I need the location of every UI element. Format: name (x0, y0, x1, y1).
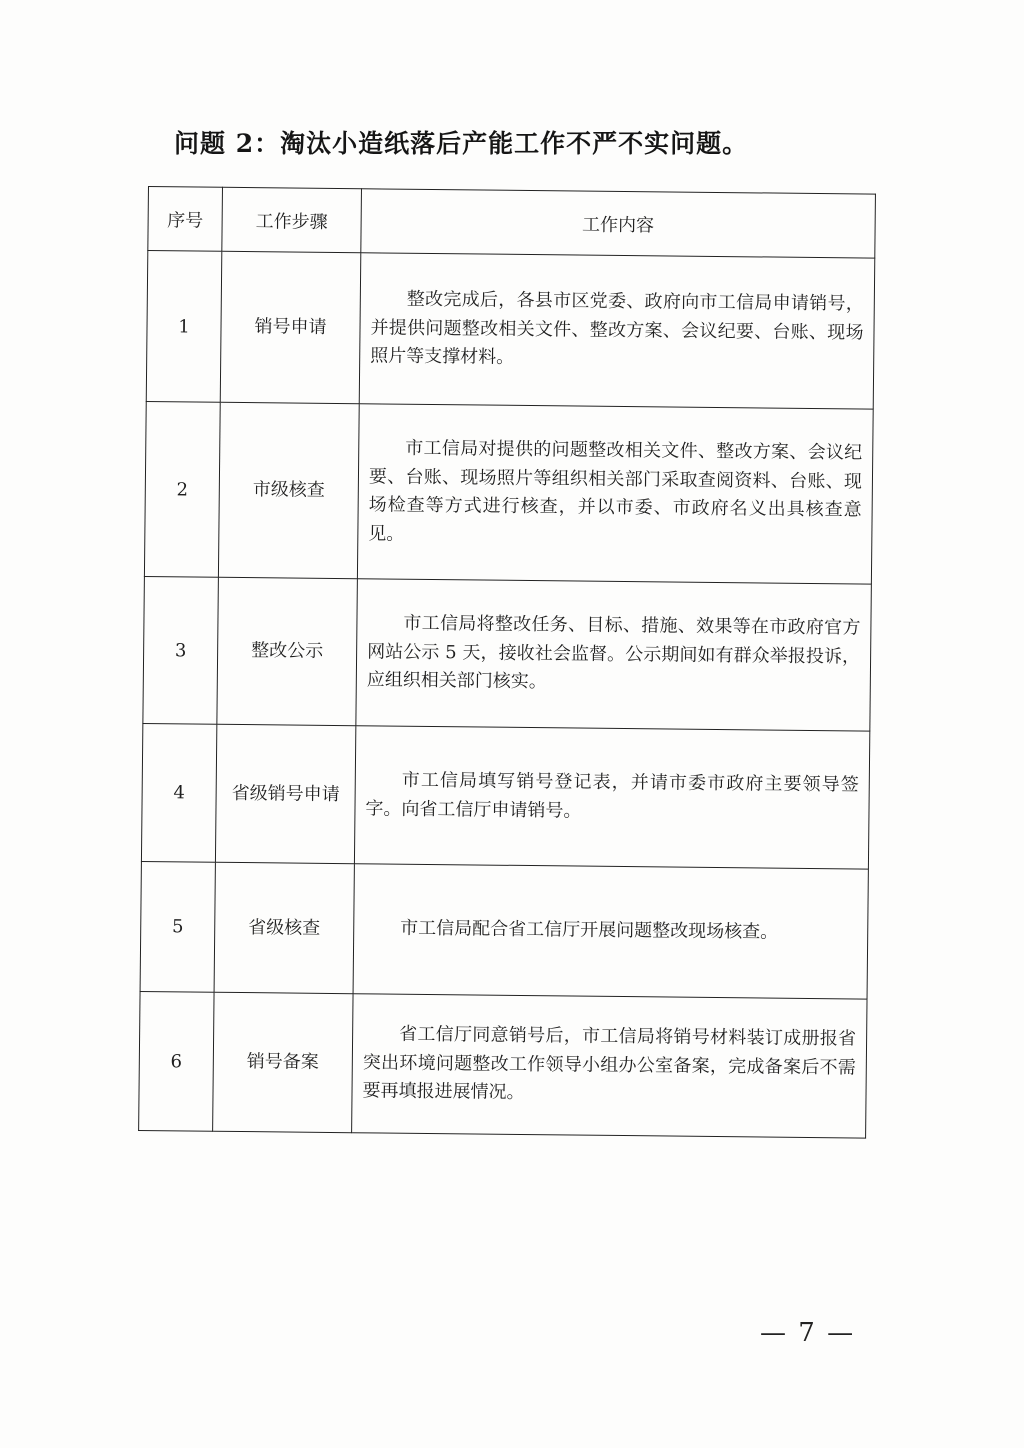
row-content: 市工信局对提供的问题整改相关文件、整改方案、会议纪要、台账、现场照片等组织相关部门采取查阅资料、台账、现场检查等方式进行核查，并以市委、市政府名义出具核查意见。 (357, 404, 873, 584)
row-step: 销号申请 (220, 251, 361, 403)
row-content: 市工信局配合省工信厅开展问题整改现场核查。 (353, 864, 868, 999)
row-number: 4 (141, 723, 216, 862)
row-content: 整改完成后，各县市区党委、政府向市工信局申请销号，并提供问题整改相关文件、整改方案、会议纪要、台账、现场照片等支撑材料。 (359, 253, 875, 409)
row-step: 整改公示 (217, 577, 358, 725)
table-row (141, 723, 869, 869)
section-heading: 问题 2：淘汰小造纸落后产能工作不严不实问题。 (174, 129, 749, 158)
row-number: 2 (144, 401, 220, 577)
row-content: 市工信局填写销号登记表，并请市委市政府主要领导签字。向省工信厅申请销号。 (354, 726, 869, 869)
procedure-table-container (138, 186, 875, 1139)
table-row (146, 251, 875, 410)
row-content: 省工信厅同意销号后，市工信局将销号材料装订成册报省突出环境问题整改工作领导小组办公室备案，完成备案后不需要再填报进展情况。 (352, 994, 867, 1138)
row-step: 销号备案 (213, 992, 353, 1132)
header-serial-number: 序号 (148, 187, 223, 252)
table-row (143, 576, 871, 731)
row-step: 市级核查 (218, 402, 359, 578)
page-number: — 7 — (760, 1318, 856, 1348)
row-step: 省级销号申请 (215, 724, 355, 863)
procedure-table (138, 186, 876, 1139)
row-content: 市工信局将整改任务、目标、措施、效果等在市政府官方网站公示 5 天，接收社会监督。公示期间如有群众举报投诉，应组织相关部门核实。 (356, 579, 872, 731)
table-header-row (148, 187, 876, 259)
row-number: 5 (140, 861, 215, 992)
header-work-content: 工作内容 (361, 189, 876, 258)
row-number: 1 (146, 251, 222, 403)
header-work-step: 工作步骤 (222, 187, 362, 252)
row-number: 6 (139, 991, 214, 1131)
table-row (139, 991, 867, 1138)
table-row (140, 861, 868, 999)
table-row (144, 401, 873, 584)
row-number: 3 (143, 576, 219, 724)
row-step: 省级核查 (214, 862, 354, 993)
